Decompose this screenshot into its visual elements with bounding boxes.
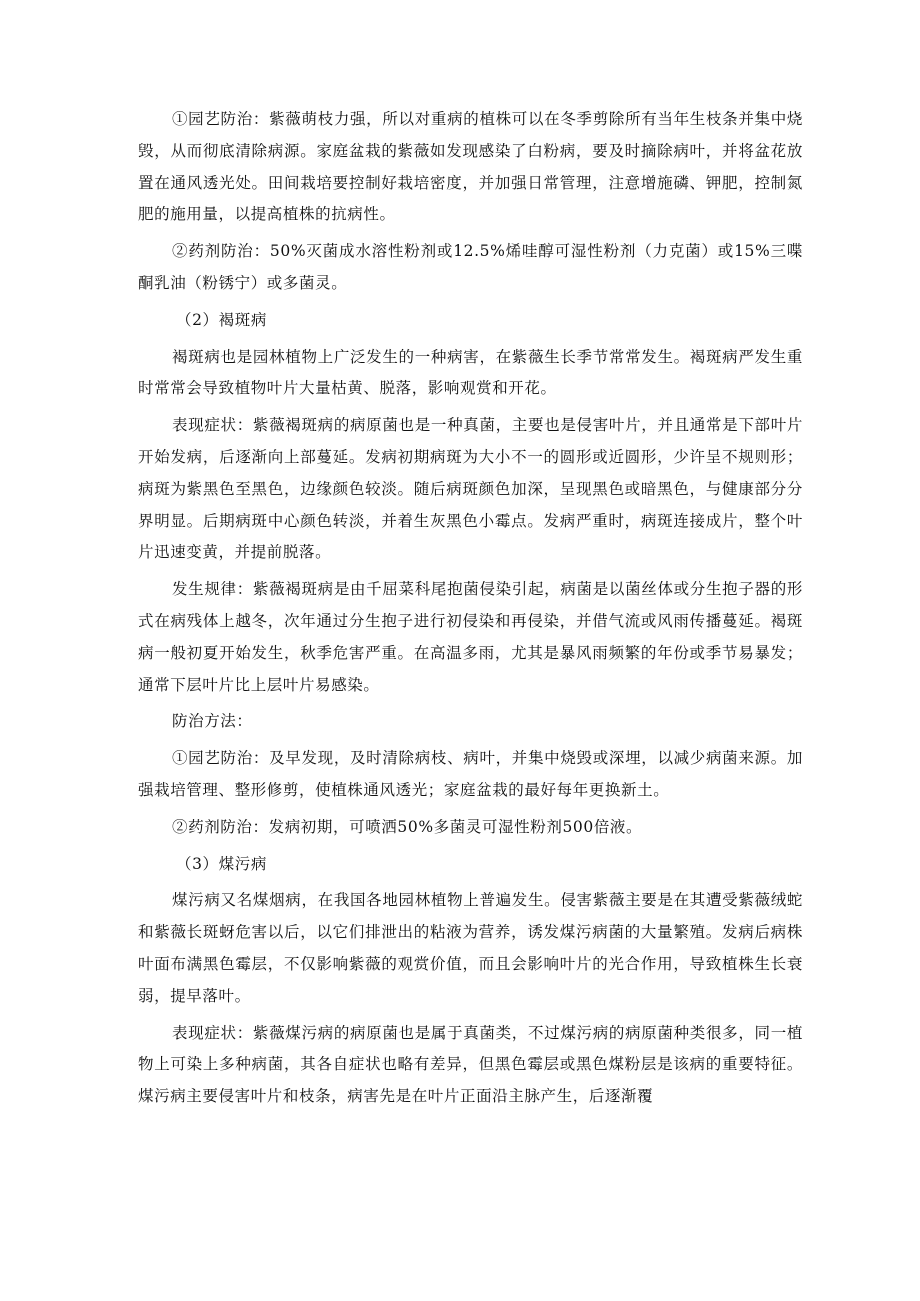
paragraph-control-methods: 防治方法： xyxy=(172,712,253,731)
document-page xyxy=(138,104,803,1113)
section-heading-brown-spot: （2）褐斑病 xyxy=(176,310,267,329)
paragraph-sooty-mold-symptoms: 表现症状：紫薇煤污病的病原菌也是属于真菌类，不过煤污病的病原菌种类很多，同一植物上可染上多种病菌，其各自症状也略有差异，但黑色霉层或黑色煤粉层是该病的重要特征。煤污病主要侵害叶片和枝条，病害先是在叶片正面沿主脉产生，后逐渐覆 xyxy=(138,1023,803,1106)
paragraph-brown-spot-pattern: 发生规律：紫薇褐斑病是由千屈菜科尾抱菌侵染引起，病菌是以菌丝体或分生抱子器的形式在病残体上越冬，次年通过分生抱子进行初侵染和再侵染，并借气流或风雨传播蔓延。褐斑病一般初夏开始发生，秋季危害严重。在高温多雨，尤其是暴风雨频繁的年份或季节易暴发；通常下层叶片比上层叶片易感染。 xyxy=(138,580,803,694)
paragraph-chemical-control-2: ②药剂防治：发病初期，可喷洒50%多菌灵可湿性粉剂500倍液。 xyxy=(172,817,643,836)
paragraph-sooty-mold-intro: 煤污病又名煤烟病，在我国各地园林植物上普遍发生。侵害紫薇主要是在其遭受紫薇绒蛇和紫薇长斑蚜危害以后，以它们排泄出的粘液为营养，诱发煤污病菌的大量繁殖。发病后病株叶面布满黑色霉层，不仅影响紫薇的观赏价值，而且会影响叶片的光合作用，导致植株生长衰弱，提早落叶。 xyxy=(138,891,803,1005)
paragraph-brown-spot-symptoms: 表现症状：紫薇褐斑病的病原菌也是一种真菌，主要也是侵害叶片，并且通常是下部叶片开始发病，后逐渐向上部蔓延。发病初期病斑为大小不一的圆形或近圆形，少许呈不规则形；病斑为紫黑色至黑色，边缘颜色较淡。随后病斑颜色加深，呈现黑色或暗黑色，与健康部分分界明显。后期病斑中心颜色转淡，并着生灰黑色小霉点。发病严重时，病斑连接成片，整个叶片迅速变黄，并提前脱落。 xyxy=(138,416,803,562)
paragraph-brown-spot-intro: 褐斑病也是园林植物上广泛发生的一种病害，在紫薇生长季节常常发生。褐斑病严发生重时常常会导致植物叶片大量枯黄、脱落，影响观赏和开花。 xyxy=(138,347,803,398)
section-heading-sooty-mold: （3）煤污病 xyxy=(176,854,267,873)
paragraph-horticultural-control-2: ①园艺防治：及早发现，及时清除病枝、病叶，并集中烧毁或深埋，以减少病菌来源。加强栽培管理、整形修剪，使植株通风透光；家庭盆栽的最好每年更换新土。 xyxy=(138,749,803,799)
paragraph-horticultural-control-1: ①园艺防治：紫薇萌枝力强，所以对重病的植株可以在冬季剪除所有当年生枝条并集中烧毁，从而彻底清除病源。家庭盆栽的紫薇如发现感染了白粉病，要及时摘除病叶，并将盆花放置在通风透光处。田间栽培要控制好栽培密度，并加强日常管理，注意增施磷、钾肥，控制氮肥的施用量，以提高植株的抗病性。 xyxy=(138,110,803,224)
paragraph-chemical-control-1: ②药剂防治：50%灭菌成水溶性粉剂或12.5%烯哇醇可湿性粉剂（力克菌）或15%三喋酮乳油（粉锈宁）或多菌灵。 xyxy=(138,242,803,292)
